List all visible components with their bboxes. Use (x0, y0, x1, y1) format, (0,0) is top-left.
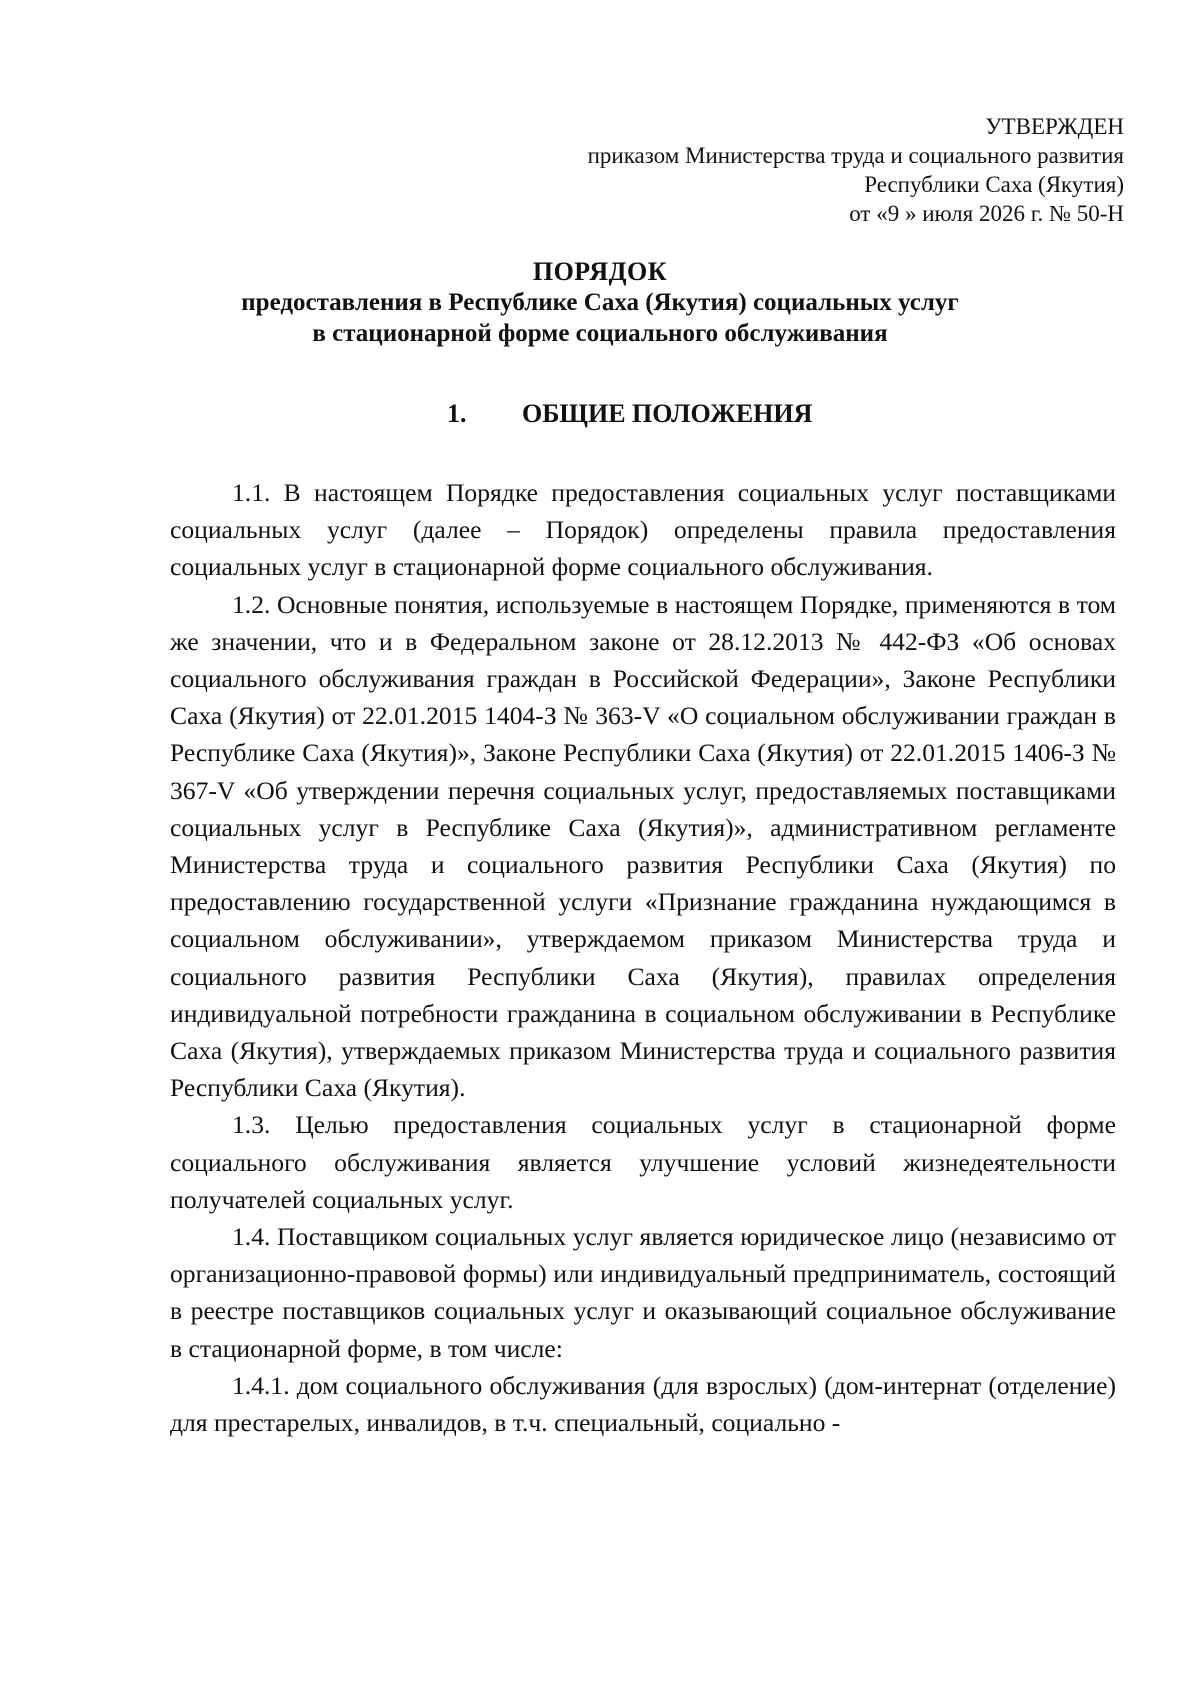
approval-order: приказом Министерства труда и социального развития (587, 143, 1124, 168)
paragraph-1-4-1: 1.4.1. дом социального обслуживания (для взрослых) (дом-интернат (отделение) для престарелых, инвалидов, в т.ч. специальный, социально - (170, 1370, 1116, 1438)
title-line-3: в стационарной форме социального обслуживания (312, 320, 888, 347)
title-line-2: предоставления в Республике Саха (Якутия) социальных услуг (241, 289, 959, 316)
document-body (170, 474, 1116, 1441)
paragraph-1-1: 1.1. В настоящем Порядке предоставления социальных услуг поставщиками социальных услуг (далее – Порядок) определены правила предоставления социальных услуг в стационарной форме социального обслуживания. (170, 478, 1116, 582)
approval-stamp (588, 112, 1124, 228)
section-title: ОБЩИЕ ПОЛОЖЕНИЯ (522, 399, 813, 428)
title-main: ПОРЯДОК (532, 257, 668, 286)
approval-republic: Республики Саха (Якутия) (864, 172, 1124, 197)
paragraph-1-4: 1.4. Поставщиком социальных услуг является юридическое лицо (независимо от организационно-правовой формы) или индивидуальный предприниматель, состоящий в реестре поставщиков социальных услуг и оказывающий социальное обслуживание в стационарной форме, в том числе: (170, 1222, 1116, 1363)
approval-title: УТВЕРЖДЕН (985, 114, 1124, 139)
paragraph-1-3: 1.3. Целью предоставления социальных услуг в стационарной форме социального обслуживания является улучшение условий жизнедеятельности получателей социальных услуг. (170, 1110, 1116, 1214)
paragraph-1-2: 1.2. Основные понятия, используемые в настоящем Порядке, применяются в том же значении, что и в Федеральном законе от 28.12.2013 № 442-ФЗ «Об основах социального обслуживания граждан в Российской Федерации», Законе Республики Саха (Якутия) от 22.01.2015 1404-З № 363-V «О социальном обслуживании граждан в Республике Саха (Якутия)», Законе Республики Саха (Якутия) от 22.01.2015 1406-З № 367-V «Об утверждении перечня социальных услуг, предоставляемых поставщиками социальных услуг в Республике Саха (Якутия)», административном регламенте Министерства труда и социального развития Республики Саха (Якутия) по предоставлению государственной услуги «Признание гражданина нуждающимся в социальном обслуживании», утверждаемом приказом Министерства труда и социального развития Республики Саха (Якутия), правилах определения индивидуальной потребности гражданина в социальном обслуживании в Республике Саха (Якутия), утверждаемых приказом Министерства труда и социального развития Республики Саха (Якутия). (170, 589, 1116, 1103)
document-title (0, 256, 1200, 349)
approval-date: от «9 » июля 2026 г. № 50-Н (849, 201, 1124, 226)
section-number: 1. (447, 399, 467, 428)
